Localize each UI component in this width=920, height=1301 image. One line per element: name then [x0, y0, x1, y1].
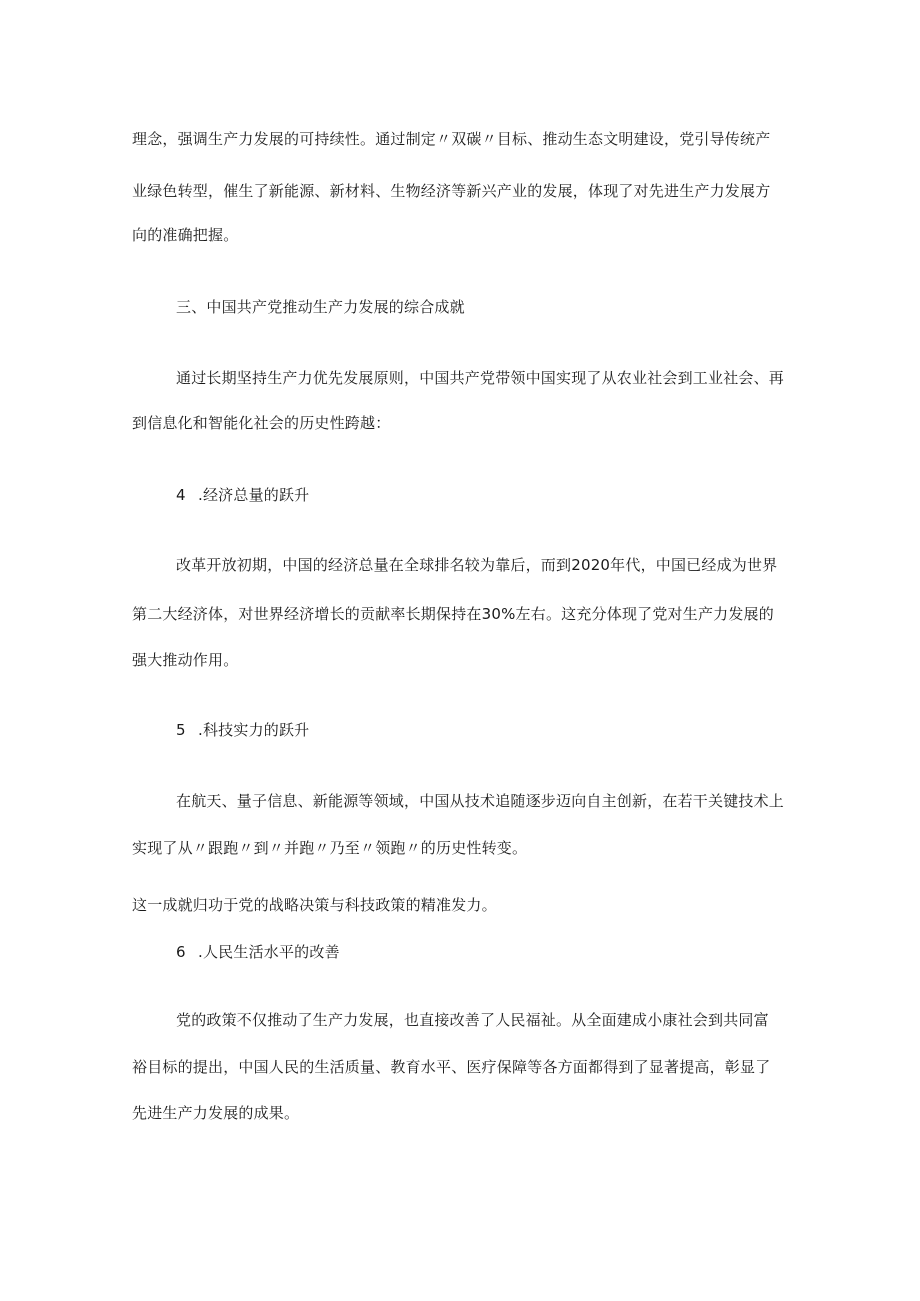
paragraph-line: 强大推动作用。 [132, 651, 239, 669]
paragraph-line: 通过长期坚持生产力优先发展原则，中国共产党带领中国实现了从农业社会到工业社会、再 [176, 369, 785, 387]
list-item-number: 4 [176, 486, 186, 504]
list-item-title: .科技实力的跃升 [198, 721, 310, 739]
paragraph-line: 党的政策不仅推动了生产力发展，也直接改善了人民福祉。从全面建成小康社会到共同富 [176, 1011, 769, 1029]
paragraph-line: 在航天、量子信息、新能源等领域，中国从技术追随逐步迈向自主创新，在若干关键技术上 [176, 792, 785, 810]
paragraph-line: 改革开放初期，中国的经济总量在全球排名较为靠后，而到2020年代，中国已经成为世界 [176, 556, 778, 574]
list-item-number: 6 [176, 943, 186, 961]
list-item-title: .经济总量的跃升 [198, 486, 310, 504]
paragraph-line: 先进生产力发展的成果。 [132, 1104, 300, 1122]
paragraph-line: 理念，强调生产力发展的可持续性。通过制定〃双碳〃目标、推动生态文明建设，党引导传统产 [132, 130, 771, 148]
paragraph-line: 第二大经济体，对世界经济增长的贡献率长期保持在30%左右。这充分体现了党对生产力发展的 [132, 605, 774, 623]
paragraph-line: 业绿色转型，催生了新能源、新材料、生物经济等新兴产业的发展，体现了对先进生产力发展方 [132, 182, 771, 200]
paragraph-line: 裕目标的提出，中国人民的生活质量、教育水平、医疗保障等各方面都得到了显著提高，彰显了 [132, 1058, 771, 1076]
section-heading: 三、中国共产党推动生产力发展的综合成就 [176, 298, 465, 316]
list-item-heading [176, 942, 340, 962]
list-item-title: .人民生活水平的改善 [198, 943, 340, 961]
paragraph-line: 这一成就归功于党的战略决策与科技政策的精准发力。 [132, 896, 497, 914]
paragraph-line: 向的准确把握。 [132, 226, 239, 244]
list-item-number: 5 [176, 721, 186, 739]
paragraph-line: 到信息化和智能化社会的历史性跨越： [132, 414, 391, 432]
list-item-heading [176, 485, 309, 505]
list-item-heading [176, 720, 309, 740]
paragraph-line: 实现了从〃跟跑〃到〃并跑〃乃至〃领跑〃的历史性转变。 [132, 839, 528, 857]
